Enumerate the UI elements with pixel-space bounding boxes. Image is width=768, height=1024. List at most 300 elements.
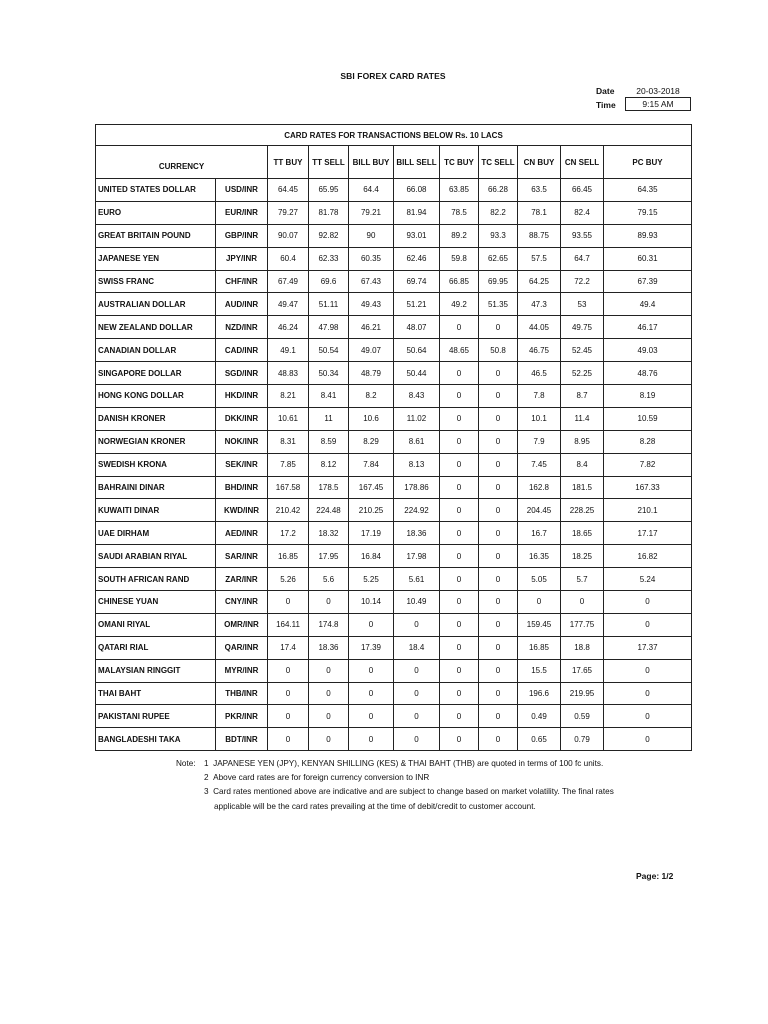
rate-tc-sell: 0 bbox=[479, 385, 518, 408]
rate-tt-buy: 79.27 bbox=[268, 201, 309, 224]
rate-tc-buy: 0 bbox=[440, 362, 479, 385]
note-item bbox=[176, 785, 614, 799]
rate-tt-sell: 69.6 bbox=[309, 270, 349, 293]
time-value: 9:15 AM bbox=[625, 97, 691, 111]
rate-bill-sell: 0 bbox=[394, 613, 440, 636]
rate-pc-buy: 17.17 bbox=[604, 522, 692, 545]
rate-cn-buy: 10.1 bbox=[518, 407, 561, 430]
table-row bbox=[96, 476, 692, 499]
rate-bill-buy: 79.21 bbox=[349, 201, 394, 224]
rate-cn-buy: 16.85 bbox=[518, 636, 561, 659]
rate-tc-sell: 0 bbox=[479, 362, 518, 385]
rate-cn-sell: 64.7 bbox=[561, 247, 604, 270]
rate-tt-buy: 10.61 bbox=[268, 407, 309, 430]
rate-cn-buy: 78.1 bbox=[518, 201, 561, 224]
rate-cn-buy: 15.5 bbox=[518, 659, 561, 682]
page-number bbox=[636, 871, 673, 881]
rate-pc-buy: 17.37 bbox=[604, 636, 692, 659]
rate-bill-buy: 210.25 bbox=[349, 499, 394, 522]
rate-pc-buy: 8.19 bbox=[604, 385, 692, 408]
rate-bill-buy: 0 bbox=[349, 682, 394, 705]
rate-tt-buy: 64.45 bbox=[268, 179, 309, 202]
currency-code: NZD/INR bbox=[216, 316, 268, 339]
rate-tt-buy: 164.11 bbox=[268, 613, 309, 636]
rate-cn-buy: 7.8 bbox=[518, 385, 561, 408]
rate-tt-buy: 16.85 bbox=[268, 545, 309, 568]
currency-name: AUSTRALIAN DOLLAR bbox=[96, 293, 216, 316]
currency-code: THB/INR bbox=[216, 682, 268, 705]
currency-name: GREAT BRITAIN POUND bbox=[96, 224, 216, 247]
table-row bbox=[96, 430, 692, 453]
table-row bbox=[96, 659, 692, 682]
rate-cn-buy: 44.05 bbox=[518, 316, 561, 339]
rate-bill-buy: 49.07 bbox=[349, 339, 394, 362]
rate-tt-buy: 60.4 bbox=[268, 247, 309, 270]
rate-cn-sell: 0.79 bbox=[561, 728, 604, 751]
rate-cn-buy: 64.25 bbox=[518, 270, 561, 293]
rate-cn-buy: 0.65 bbox=[518, 728, 561, 751]
note-continuation: applicable will be the card rates prevailing at the time of debit/credit to customer account. bbox=[214, 801, 536, 811]
rate-tc-sell: 82.2 bbox=[479, 201, 518, 224]
currency-name: UNITED STATES DOLLAR bbox=[96, 179, 216, 202]
rate-tt-buy: 49.1 bbox=[268, 339, 309, 362]
rate-cn-sell: 17.65 bbox=[561, 659, 604, 682]
rate-tc-buy: 0 bbox=[440, 407, 479, 430]
rate-tc-buy: 0 bbox=[440, 430, 479, 453]
rate-cn-sell: 52.45 bbox=[561, 339, 604, 362]
currency-name: THAI BAHT bbox=[96, 682, 216, 705]
date-value: 20-03-2018 bbox=[625, 85, 691, 98]
table-row bbox=[96, 224, 692, 247]
currency-code: SAR/INR bbox=[216, 545, 268, 568]
table-row bbox=[96, 407, 692, 430]
rate-cn-buy: 46.5 bbox=[518, 362, 561, 385]
rate-bill-sell: 11.02 bbox=[394, 407, 440, 430]
rate-tt-buy: 0 bbox=[268, 728, 309, 751]
date-label: Date bbox=[596, 86, 615, 96]
header-tc-buy: TC BUY bbox=[440, 146, 479, 179]
rate-tc-sell: 62.65 bbox=[479, 247, 518, 270]
rate-tc-buy: 59.8 bbox=[440, 247, 479, 270]
rate-pc-buy: 0 bbox=[604, 591, 692, 614]
rate-bill-sell: 224.92 bbox=[394, 499, 440, 522]
header-pc-buy: PC BUY bbox=[604, 146, 692, 179]
rate-bill-sell: 62.46 bbox=[394, 247, 440, 270]
rate-tc-sell: 66.28 bbox=[479, 179, 518, 202]
rate-cn-sell: 11.4 bbox=[561, 407, 604, 430]
rate-cn-sell: 219.95 bbox=[561, 682, 604, 705]
rate-bill-sell: 8.61 bbox=[394, 430, 440, 453]
rate-pc-buy: 10.59 bbox=[604, 407, 692, 430]
rate-tt-sell: 174.8 bbox=[309, 613, 349, 636]
rates-table bbox=[95, 124, 692, 751]
rate-pc-buy: 0 bbox=[604, 682, 692, 705]
rate-bill-buy: 10.14 bbox=[349, 591, 394, 614]
currency-code: BHD/INR bbox=[216, 476, 268, 499]
rate-bill-sell: 5.61 bbox=[394, 568, 440, 591]
currency-code: EUR/INR bbox=[216, 201, 268, 224]
rate-pc-buy: 49.4 bbox=[604, 293, 692, 316]
currency-name: CHINESE YUAN bbox=[96, 591, 216, 614]
currency-name: HONG KONG DOLLAR bbox=[96, 385, 216, 408]
table-row bbox=[96, 613, 692, 636]
rate-cn-buy: 63.5 bbox=[518, 179, 561, 202]
currency-code: QAR/INR bbox=[216, 636, 268, 659]
rate-bill-sell: 66.08 bbox=[394, 179, 440, 202]
rate-cn-buy: 159.45 bbox=[518, 613, 561, 636]
table-row bbox=[96, 545, 692, 568]
header-cn-sell: CN SELL bbox=[561, 146, 604, 179]
header-bill-sell: BILL SELL bbox=[394, 146, 440, 179]
rate-tc-buy: 0 bbox=[440, 728, 479, 751]
rate-tt-sell: 0 bbox=[309, 682, 349, 705]
rate-tc-buy: 0 bbox=[440, 659, 479, 682]
rate-bill-buy: 67.43 bbox=[349, 270, 394, 293]
currency-code: USD/INR bbox=[216, 179, 268, 202]
rate-tc-buy: 0 bbox=[440, 453, 479, 476]
currency-name: CANADIAN DOLLAR bbox=[96, 339, 216, 362]
rate-tc-buy: 49.2 bbox=[440, 293, 479, 316]
rate-tt-buy: 0 bbox=[268, 659, 309, 682]
rate-tc-buy: 0 bbox=[440, 636, 479, 659]
rate-bill-buy: 0 bbox=[349, 659, 394, 682]
rate-cn-sell: 66.45 bbox=[561, 179, 604, 202]
rate-tt-sell: 5.6 bbox=[309, 568, 349, 591]
currency-code: OMR/INR bbox=[216, 613, 268, 636]
rate-tt-sell: 50.34 bbox=[309, 362, 349, 385]
currency-code: CHF/INR bbox=[216, 270, 268, 293]
rate-cn-sell: 177.75 bbox=[561, 613, 604, 636]
rate-bill-buy: 10.6 bbox=[349, 407, 394, 430]
rate-cn-buy: 16.7 bbox=[518, 522, 561, 545]
note-text: JAPANESE YEN (JPY), KENYAN SHILLING (KES) & THAI BAHT (THB) are quoted in terms of 100 fc units. bbox=[213, 759, 604, 768]
rate-pc-buy: 0 bbox=[604, 728, 692, 751]
rate-bill-buy: 90 bbox=[349, 224, 394, 247]
rate-tt-buy: 210.42 bbox=[268, 499, 309, 522]
rate-tt-sell: 62.33 bbox=[309, 247, 349, 270]
rate-tc-buy: 0 bbox=[440, 591, 479, 614]
rate-tc-buy: 0 bbox=[440, 385, 479, 408]
time-label: Time bbox=[596, 100, 616, 110]
currency-name: DANISH KRONER bbox=[96, 407, 216, 430]
rate-bill-sell: 18.36 bbox=[394, 522, 440, 545]
rate-tc-buy: 0 bbox=[440, 568, 479, 591]
table-row bbox=[96, 293, 692, 316]
currency-code: AUD/INR bbox=[216, 293, 268, 316]
rate-tc-sell: 0 bbox=[479, 430, 518, 453]
rate-bill-buy: 0 bbox=[349, 728, 394, 751]
header-tt-sell: TT SELL bbox=[309, 146, 349, 179]
table-row bbox=[96, 682, 692, 705]
table-row bbox=[96, 522, 692, 545]
rate-tc-sell: 51.35 bbox=[479, 293, 518, 316]
rate-bill-buy: 16.84 bbox=[349, 545, 394, 568]
rate-pc-buy: 0 bbox=[604, 613, 692, 636]
rate-cn-buy: 204.45 bbox=[518, 499, 561, 522]
rate-tt-sell: 178.5 bbox=[309, 476, 349, 499]
rate-tc-sell: 50.8 bbox=[479, 339, 518, 362]
rate-bill-sell: 17.98 bbox=[394, 545, 440, 568]
rate-cn-sell: 18.8 bbox=[561, 636, 604, 659]
note-text: Above card rates are for foreign currency conversion to INR bbox=[213, 773, 430, 783]
rate-cn-sell: 18.25 bbox=[561, 545, 604, 568]
rate-tt-buy: 49.47 bbox=[268, 293, 309, 316]
rate-bill-buy: 0 bbox=[349, 705, 394, 728]
rate-cn-buy: 196.6 bbox=[518, 682, 561, 705]
rate-bill-buy: 7.84 bbox=[349, 453, 394, 476]
rate-bill-buy: 46.21 bbox=[349, 316, 394, 339]
rate-cn-buy: 7.45 bbox=[518, 453, 561, 476]
rate-tc-sell: 0 bbox=[479, 407, 518, 430]
rate-tc-sell: 0 bbox=[479, 522, 518, 545]
rate-tc-buy: 0 bbox=[440, 316, 479, 339]
rate-cn-sell: 93.55 bbox=[561, 224, 604, 247]
currency-name: SAUDI ARABIAN RIYAL bbox=[96, 545, 216, 568]
header-bill-buy: BILL BUY bbox=[349, 146, 394, 179]
rate-tc-sell: 0 bbox=[479, 659, 518, 682]
document-title: SBI FOREX CARD RATES bbox=[340, 71, 446, 81]
rate-bill-sell: 50.44 bbox=[394, 362, 440, 385]
rate-tc-sell: 0 bbox=[479, 728, 518, 751]
rate-tt-sell: 65.95 bbox=[309, 179, 349, 202]
currency-name: MALAYSIAN RINGGIT bbox=[96, 659, 216, 682]
note-item bbox=[176, 757, 614, 771]
rate-bill-sell: 51.21 bbox=[394, 293, 440, 316]
rate-bill-sell: 0 bbox=[394, 682, 440, 705]
rate-tc-buy: 0 bbox=[440, 476, 479, 499]
rate-tt-sell: 8.12 bbox=[309, 453, 349, 476]
rate-tt-buy: 46.24 bbox=[268, 316, 309, 339]
rate-tt-buy: 90.07 bbox=[268, 224, 309, 247]
table-row bbox=[96, 339, 692, 362]
rate-tt-sell: 0 bbox=[309, 659, 349, 682]
table-row bbox=[96, 728, 692, 751]
currency-code: DKK/INR bbox=[216, 407, 268, 430]
rate-tc-buy: 0 bbox=[440, 522, 479, 545]
rate-tc-sell: 0 bbox=[479, 453, 518, 476]
currency-code: AED/INR bbox=[216, 522, 268, 545]
rate-tt-buy: 0 bbox=[268, 591, 309, 614]
note-number: 1 bbox=[204, 759, 209, 768]
header-cn-buy: CN BUY bbox=[518, 146, 561, 179]
currency-name: BAHRAINI DINAR bbox=[96, 476, 216, 499]
rate-bill-sell: 178.86 bbox=[394, 476, 440, 499]
rate-tt-sell: 50.54 bbox=[309, 339, 349, 362]
rate-cn-buy: 46.75 bbox=[518, 339, 561, 362]
currency-code: JPY/INR bbox=[216, 247, 268, 270]
table-row bbox=[96, 270, 692, 293]
rate-bill-buy: 5.25 bbox=[349, 568, 394, 591]
rate-bill-sell: 10.49 bbox=[394, 591, 440, 614]
header-currency: CURRENCY bbox=[96, 146, 268, 179]
table-row bbox=[96, 705, 692, 728]
currency-code: MYR/INR bbox=[216, 659, 268, 682]
rate-pc-buy: 5.24 bbox=[604, 568, 692, 591]
header-tt-buy: TT BUY bbox=[268, 146, 309, 179]
rate-tt-sell: 51.11 bbox=[309, 293, 349, 316]
rate-tt-buy: 5.26 bbox=[268, 568, 309, 591]
rate-tt-sell: 11 bbox=[309, 407, 349, 430]
rate-pc-buy: 167.33 bbox=[604, 476, 692, 499]
currency-name: NEW ZEALAND DOLLAR bbox=[96, 316, 216, 339]
currency-code: CNY/INR bbox=[216, 591, 268, 614]
rate-tt-sell: 8.41 bbox=[309, 385, 349, 408]
currency-name: KUWAITI DINAR bbox=[96, 499, 216, 522]
rate-tc-sell: 0 bbox=[479, 545, 518, 568]
rate-tc-sell: 0 bbox=[479, 499, 518, 522]
rate-bill-buy: 167.45 bbox=[349, 476, 394, 499]
table-caption: CARD RATES FOR TRANSACTIONS BELOW Rs. 10 LACS bbox=[96, 125, 692, 146]
rate-tt-sell: 224.48 bbox=[309, 499, 349, 522]
rate-cn-sell: 18.65 bbox=[561, 522, 604, 545]
rate-bill-sell: 69.74 bbox=[394, 270, 440, 293]
rate-cn-buy: 47.3 bbox=[518, 293, 561, 316]
rate-tt-sell: 18.36 bbox=[309, 636, 349, 659]
rate-bill-buy: 17.19 bbox=[349, 522, 394, 545]
table-row bbox=[96, 385, 692, 408]
table-row bbox=[96, 636, 692, 659]
table-row bbox=[96, 362, 692, 385]
rate-pc-buy: 16.82 bbox=[604, 545, 692, 568]
rate-tc-sell: 0 bbox=[479, 636, 518, 659]
rate-tc-buy: 66.85 bbox=[440, 270, 479, 293]
rate-tt-buy: 0 bbox=[268, 682, 309, 705]
rate-tt-buy: 167.58 bbox=[268, 476, 309, 499]
rate-bill-sell: 8.13 bbox=[394, 453, 440, 476]
rate-cn-sell: 52.25 bbox=[561, 362, 604, 385]
rate-tc-buy: 0 bbox=[440, 545, 479, 568]
rate-cn-sell: 8.4 bbox=[561, 453, 604, 476]
rate-cn-sell: 228.25 bbox=[561, 499, 604, 522]
rate-pc-buy: 67.39 bbox=[604, 270, 692, 293]
note-text: Card rates mentioned above are indicative and are subject to change based on market volatility. The final rates bbox=[213, 787, 614, 797]
rate-cn-sell: 49.75 bbox=[561, 316, 604, 339]
rate-tc-sell: 0 bbox=[479, 316, 518, 339]
currency-name: PAKISTANI RUPEE bbox=[96, 705, 216, 728]
currency-name: SINGAPORE DOLLAR bbox=[96, 362, 216, 385]
currency-name: SOUTH AFRICAN RAND bbox=[96, 568, 216, 591]
rate-cn-sell: 53 bbox=[561, 293, 604, 316]
table-row bbox=[96, 201, 692, 224]
rate-pc-buy: 60.31 bbox=[604, 247, 692, 270]
rate-pc-buy: 8.28 bbox=[604, 430, 692, 453]
rate-bill-buy: 60.35 bbox=[349, 247, 394, 270]
rate-bill-sell: 48.07 bbox=[394, 316, 440, 339]
table-row bbox=[96, 179, 692, 202]
currency-code: SEK/INR bbox=[216, 453, 268, 476]
rate-tc-sell: 93.3 bbox=[479, 224, 518, 247]
table-row bbox=[96, 247, 692, 270]
note-number: 3 bbox=[204, 787, 209, 797]
currency-code: PKR/INR bbox=[216, 705, 268, 728]
rate-tc-buy: 0 bbox=[440, 613, 479, 636]
rate-bill-sell: 81.94 bbox=[394, 201, 440, 224]
rate-pc-buy: 210.1 bbox=[604, 499, 692, 522]
page-value: 1/2 bbox=[661, 871, 674, 881]
rate-tt-sell: 0 bbox=[309, 591, 349, 614]
note-label: Note: bbox=[176, 759, 196, 768]
rate-tt-sell: 0 bbox=[309, 705, 349, 728]
rate-bill-sell: 50.64 bbox=[394, 339, 440, 362]
table-row bbox=[96, 591, 692, 614]
rate-tc-buy: 0 bbox=[440, 705, 479, 728]
rate-tt-buy: 8.21 bbox=[268, 385, 309, 408]
table-row bbox=[96, 499, 692, 522]
rate-tt-sell: 17.95 bbox=[309, 545, 349, 568]
rate-pc-buy: 48.76 bbox=[604, 362, 692, 385]
rate-cn-sell: 82.4 bbox=[561, 201, 604, 224]
rate-tt-sell: 92.82 bbox=[309, 224, 349, 247]
table-row bbox=[96, 453, 692, 476]
rate-tc-sell: 0 bbox=[479, 476, 518, 499]
currency-name: OMANI RIYAL bbox=[96, 613, 216, 636]
page-label: Page: bbox=[636, 871, 660, 881]
currency-code: GBP/INR bbox=[216, 224, 268, 247]
rate-bill-buy: 8.29 bbox=[349, 430, 394, 453]
rate-pc-buy: 46.17 bbox=[604, 316, 692, 339]
rate-tc-sell: 0 bbox=[479, 613, 518, 636]
table-row bbox=[96, 568, 692, 591]
currency-name: EURO bbox=[96, 201, 216, 224]
rate-cn-sell: 72.2 bbox=[561, 270, 604, 293]
currency-name: UAE DIRHAM bbox=[96, 522, 216, 545]
rate-tc-sell: 0 bbox=[479, 705, 518, 728]
rate-tc-sell: 69.95 bbox=[479, 270, 518, 293]
rate-bill-buy: 49.43 bbox=[349, 293, 394, 316]
rate-pc-buy: 0 bbox=[604, 659, 692, 682]
rate-tc-sell: 0 bbox=[479, 568, 518, 591]
currency-code: SGD/INR bbox=[216, 362, 268, 385]
currency-name: QATARI RIAL bbox=[96, 636, 216, 659]
rate-tt-buy: 8.31 bbox=[268, 430, 309, 453]
rate-cn-sell: 0.59 bbox=[561, 705, 604, 728]
rate-bill-buy: 64.4 bbox=[349, 179, 394, 202]
rate-tt-sell: 8.59 bbox=[309, 430, 349, 453]
rate-tt-sell: 47.98 bbox=[309, 316, 349, 339]
rate-bill-sell: 18.4 bbox=[394, 636, 440, 659]
rate-tc-sell: 0 bbox=[479, 682, 518, 705]
rate-tc-buy: 0 bbox=[440, 499, 479, 522]
rate-cn-buy: 5.05 bbox=[518, 568, 561, 591]
note-item bbox=[176, 771, 614, 785]
rate-cn-sell: 8.7 bbox=[561, 385, 604, 408]
rate-tc-buy: 78.5 bbox=[440, 201, 479, 224]
currency-code: HKD/INR bbox=[216, 385, 268, 408]
currency-code: BDT/INR bbox=[216, 728, 268, 751]
rate-bill-buy: 0 bbox=[349, 613, 394, 636]
notes-section bbox=[176, 757, 614, 814]
currency-code: CAD/INR bbox=[216, 339, 268, 362]
rate-pc-buy: 0 bbox=[604, 705, 692, 728]
rate-cn-sell: 5.7 bbox=[561, 568, 604, 591]
currency-name: JAPANESE YEN bbox=[96, 247, 216, 270]
rate-bill-sell: 0 bbox=[394, 705, 440, 728]
rate-cn-buy: 162.8 bbox=[518, 476, 561, 499]
rate-tc-sell: 0 bbox=[479, 591, 518, 614]
rate-tt-sell: 81.78 bbox=[309, 201, 349, 224]
rate-tt-sell: 18.32 bbox=[309, 522, 349, 545]
rate-bill-buy: 17.39 bbox=[349, 636, 394, 659]
rate-cn-sell: 0 bbox=[561, 591, 604, 614]
rate-cn-buy: 7.9 bbox=[518, 430, 561, 453]
rate-bill-buy: 8.2 bbox=[349, 385, 394, 408]
rate-bill-sell: 0 bbox=[394, 659, 440, 682]
rate-bill-sell: 93.01 bbox=[394, 224, 440, 247]
header-tc-sell: TC SELL bbox=[479, 146, 518, 179]
rate-cn-sell: 181.5 bbox=[561, 476, 604, 499]
rate-tt-buy: 67.49 bbox=[268, 270, 309, 293]
rate-cn-buy: 0.49 bbox=[518, 705, 561, 728]
